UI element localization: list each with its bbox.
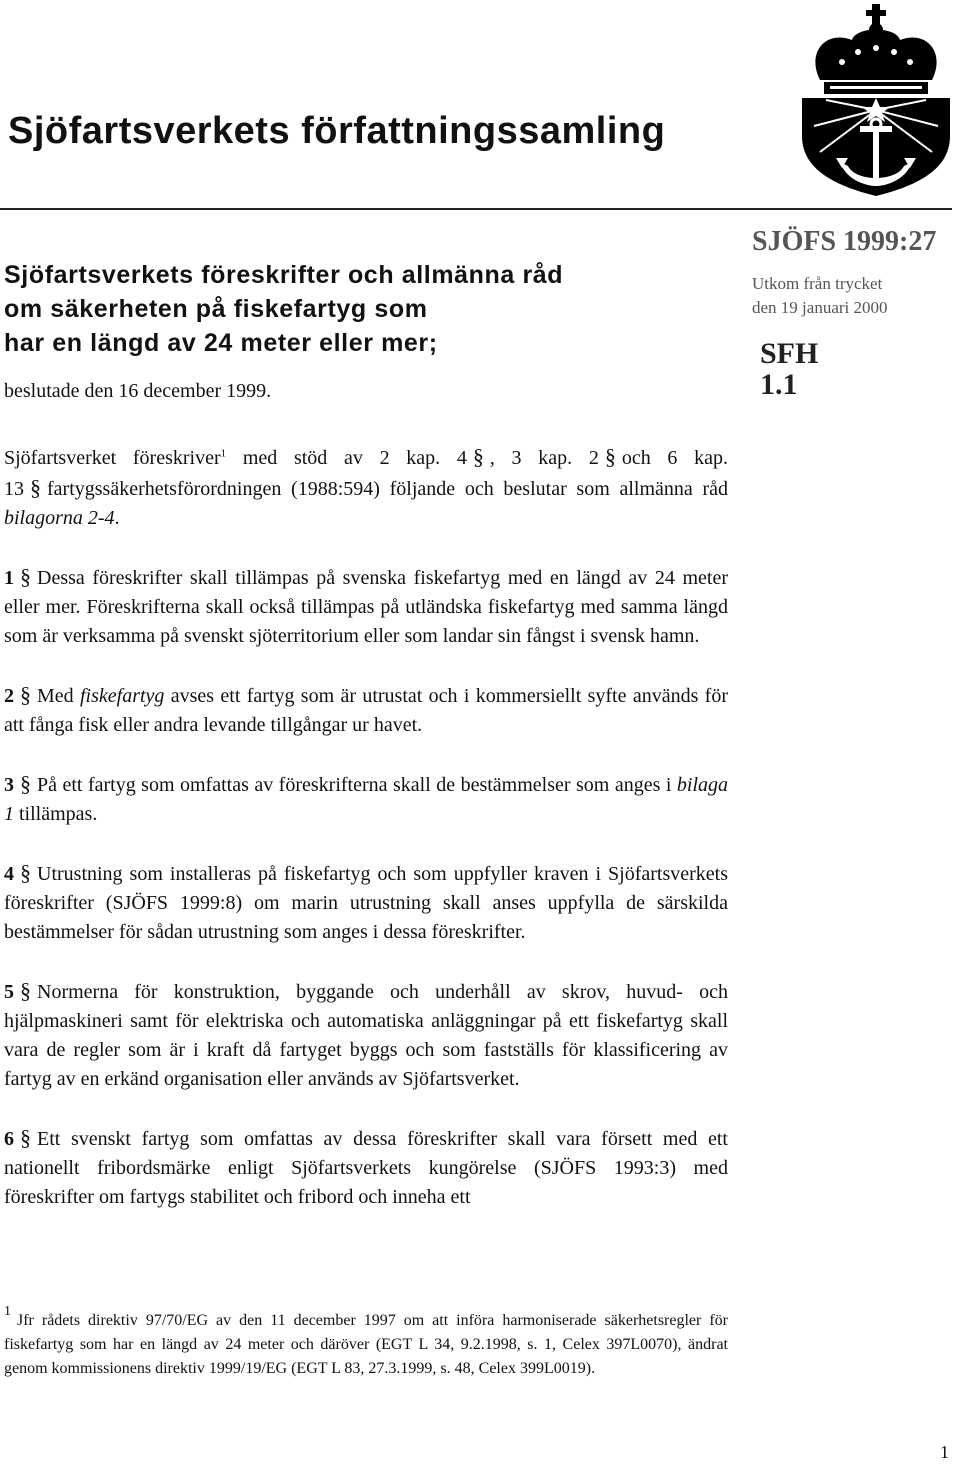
section-number: 4 <box>4 863 14 885</box>
regulation-body <box>4 442 728 1241</box>
intro-text: . <box>114 507 120 529</box>
document-title-line: om säkerheten på fiskefartyg som <box>4 295 428 323</box>
section-number: 3 <box>4 774 14 796</box>
intro-text: Sjöfartsverket föreskriver <box>4 447 221 469</box>
sfh-number: 1.1 <box>760 368 798 401</box>
intro-text: , 3 kap. 2 <box>489 447 599 469</box>
sjofs-number: SJÖFS 1999:27 <box>752 226 937 257</box>
document-title-line: har en längd av 24 meter eller mer; <box>4 329 438 357</box>
header-rule <box>0 208 952 210</box>
section-text: Ett svenskt fartyg som omfattas av dessa föreskrifter skall vara försett med ett nationellt fribordsmärke enligt Sjöfartsverkets kungörelse (SJÖFS 1993:3) med föreskrifter om fartygs stabilitet och fribord och inneha ett <box>4 1128 728 1208</box>
footnote-text: Jfr rådets direktiv 97/70/EG av den 11 december 1997 om att införa harmoniserade säkerhetsregler för fiskefartyg som har en längd av 24 meter och däröver (EGT L 34, 9.2.1998, s. 1, Celex 397L0070), ändrat genom kommissionens direktiv 1999/19/EG (EGT L 83, 27.3.1999, s. 48, Celex 399L0019). <box>4 1312 728 1377</box>
section-sign: § <box>20 1125 31 1150</box>
section-text: Normerna för konstruktion, byggande och underhåll av skrov, huvud- och hjälpmaskineri samt för elektriska och automatiska anläggningar på ett fiskefartyg skall vara de regler som är i kraft då fartyget byggs och som fastställs för klassificering av fartyg av en erkänd organisation eller används av Sjöfartsverket. <box>4 981 728 1090</box>
sfh-label: SFH <box>760 337 819 370</box>
section-number: 2 <box>4 685 14 707</box>
section-text: tillämpas. <box>19 803 98 825</box>
defined-term: fiskefartyg <box>80 685 165 707</box>
section-4 <box>4 858 728 947</box>
footnote-ref: 1 <box>220 447 227 460</box>
section-sign: § <box>20 682 31 707</box>
annex-ref: bilaga 1 <box>4 774 729 825</box>
section-sign: § <box>472 444 484 469</box>
section-6 <box>4 1123 728 1212</box>
publication-line: Utkom från trycket <box>752 274 883 293</box>
section-sign: § <box>30 475 41 500</box>
section-number: 5 <box>4 981 14 1003</box>
intro-text: och 6 kap. 13 <box>4 447 728 500</box>
crown-anchor-emblem-icon <box>796 2 956 198</box>
section-sign: § <box>20 771 31 796</box>
intro-text: med stöd av 2 kap. 4 <box>242 447 467 469</box>
section-5 <box>4 976 728 1094</box>
publication-line: den 19 januari 2000 <box>752 298 888 317</box>
document-title-line: Sjöfartsverkets föreskrifter och allmänna råd <box>4 261 564 289</box>
section-1 <box>4 562 728 651</box>
page-number: 1 <box>940 1442 949 1462</box>
section-text: Utrustning som installeras på fiskefartyg och som uppfyller kraven i Sjöfartsverkets föreskrifter (SJÖFS 1999:8) om marin utrustning skall anses uppfylla de särskilda bestämmelser för sådan utrustning som anges i dessa föreskrifter. <box>4 863 728 943</box>
document-title <box>4 258 563 360</box>
intro-text: fartygssäkerhetsförordningen (1988:594) följande och beslutar som allmänna råd <box>47 478 728 500</box>
section-sign: § <box>604 444 616 469</box>
section-number: 1 <box>4 567 14 589</box>
section-number: 6 <box>4 1128 14 1150</box>
footnote-number: 1 <box>4 1304 11 1319</box>
section-sign: § <box>20 860 31 885</box>
section-2 <box>4 680 728 740</box>
intro-paragraph <box>4 442 728 533</box>
section-text: På ett fartyg som omfattas av föreskrifterna skall de bestämmelser som anges i <box>37 774 672 796</box>
section-sign: § <box>20 564 31 589</box>
intro-annex-ref: bilagorna 2-4 <box>4 507 115 529</box>
section-text: avses ett fartyg som är utrustat och i kommersiellt syfte används för att fånga fisk eller andra levande tillgångar ur havet. <box>4 685 728 736</box>
publication-info <box>752 272 888 320</box>
series-title: Sjöfartsverkets författningssamling <box>8 110 666 152</box>
section-3 <box>4 769 728 829</box>
decision-date: beslutade den 16 december 1999. <box>4 380 272 402</box>
section-sign: § <box>20 978 31 1003</box>
sfh-code <box>760 338 818 400</box>
footnote <box>4 1300 728 1381</box>
section-text: Dessa föreskrifter skall tillämpas på svenska fiskefartyg med en längd av 24 meter eller mer. Föreskrifterna skall också tillämpas på utländska fiskefartyg med samma längd som är verksamma på svenskt sjöterritorium eller som landar sin fångst i svensk hamn. <box>4 567 728 647</box>
section-text: Med <box>37 685 74 707</box>
